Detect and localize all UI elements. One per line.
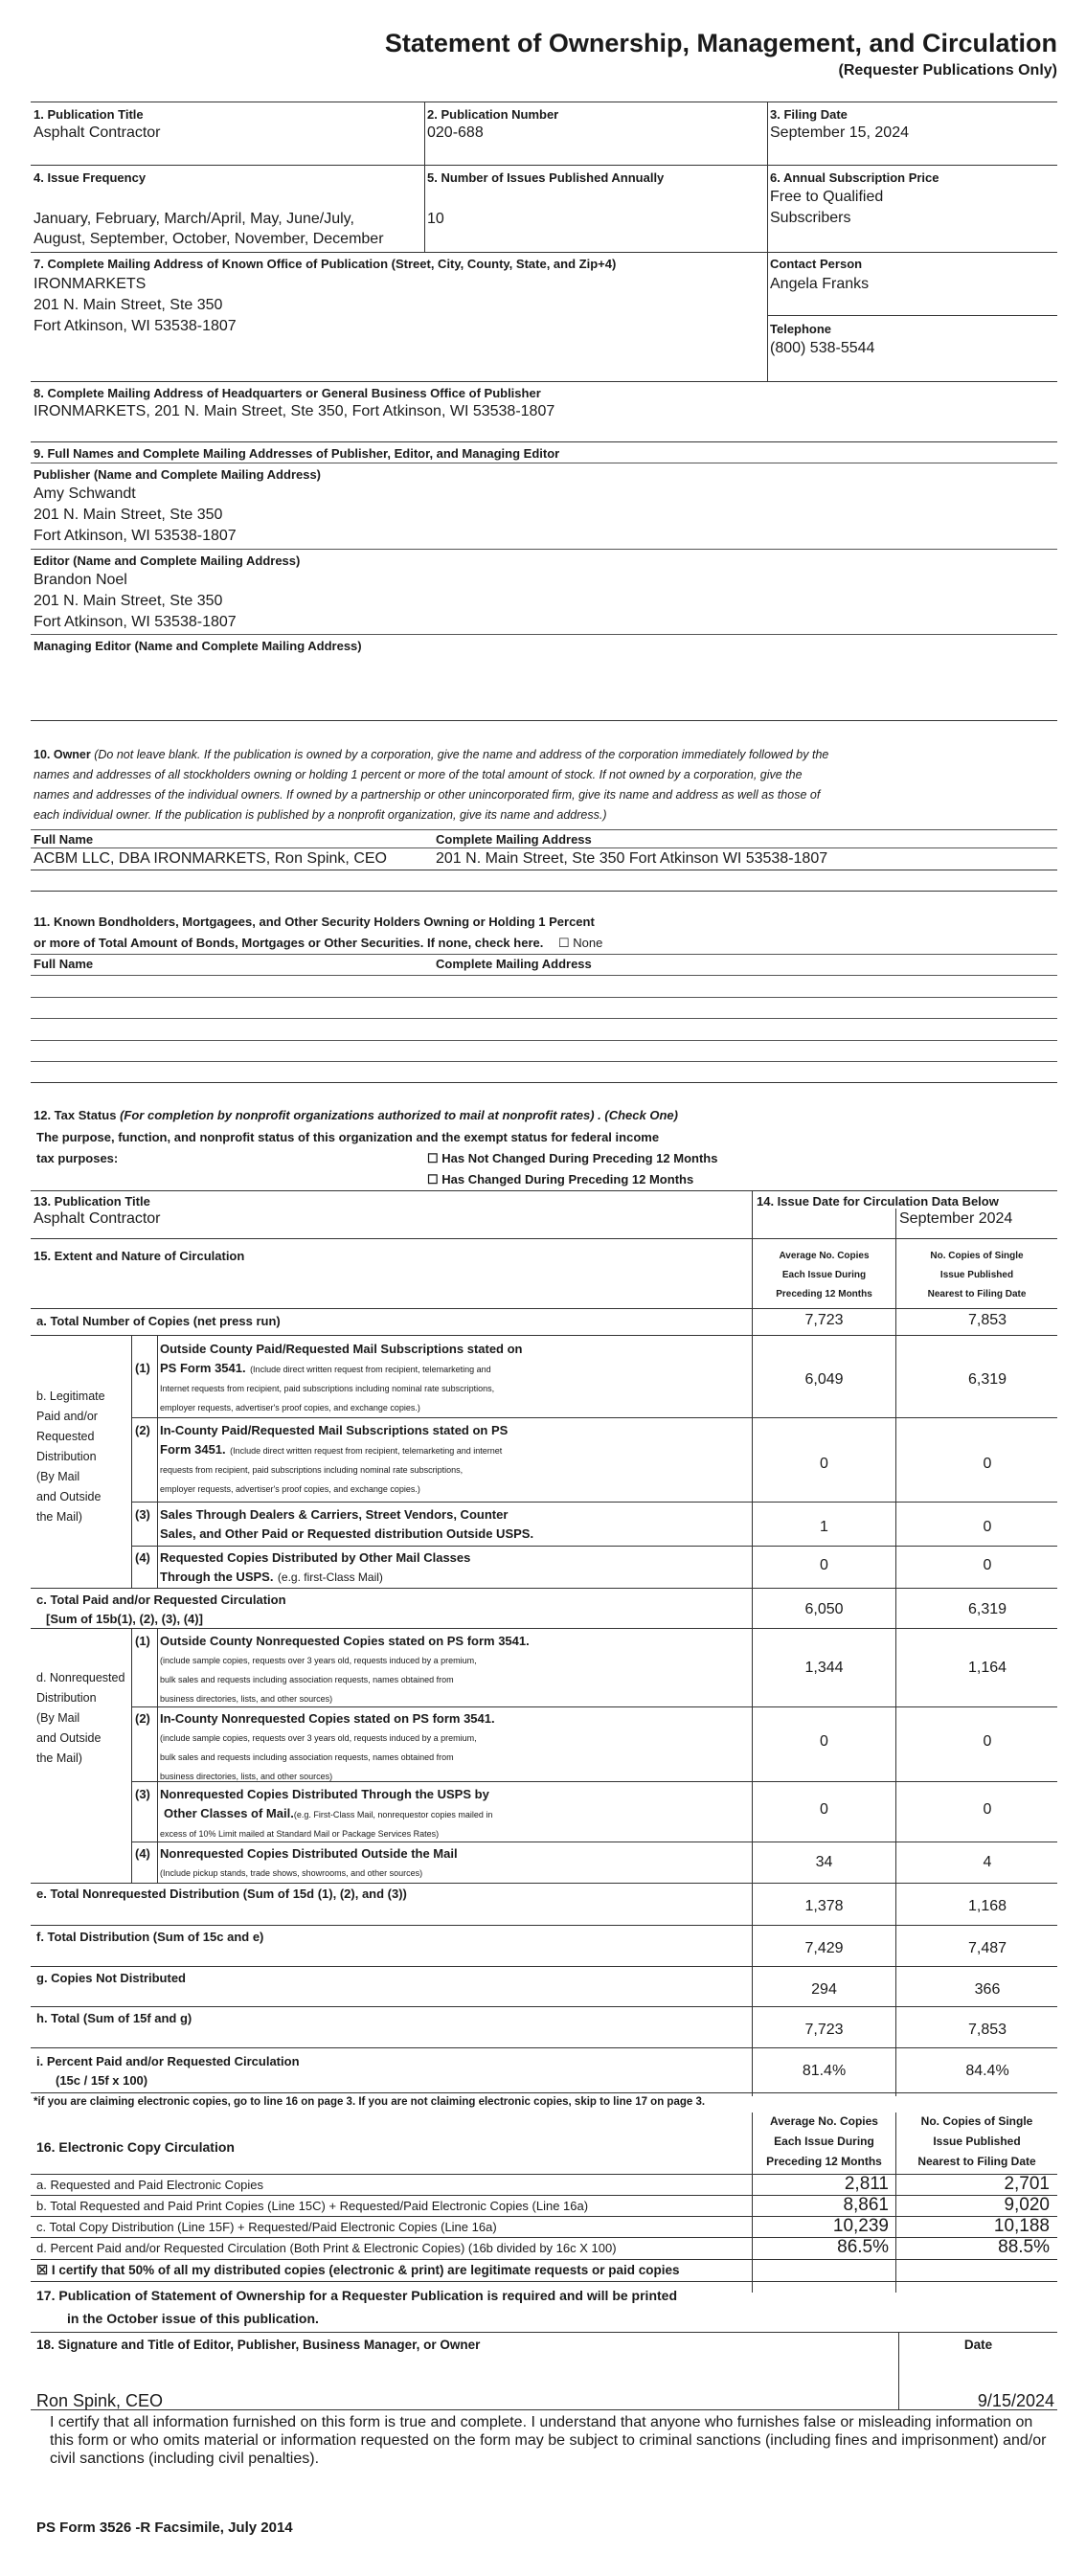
s15-label: 15. Extent and Nature of Circulation [34, 1249, 245, 1263]
s10-text-line-3: each individual owner. If the publication is published by a nonprofit organization, give its name and address.) [34, 808, 607, 822]
s15d2-marker: (2) [135, 1711, 150, 1726]
s15f-label: f. Total Distribution (Sum of 15c and e) [36, 1930, 264, 1944]
s15d2-avg: 0 [820, 1733, 828, 1750]
s15b2-avg: 0 [820, 1456, 828, 1472]
s15b-side-4: Distribution [36, 1450, 97, 1463]
s15d3-small-2: excess of 10% Limit mailed at Standard Mail or Package Services Rates) [160, 1829, 440, 1839]
s15b4-desc [160, 1548, 749, 1587]
s15f-single: 7,487 [967, 1940, 1007, 1956]
s11-col-name: Full Name [34, 957, 94, 971]
certification-text: I certify that all information furnished on this form is true and complete. I understand that anyone who furnishes false or misleading information on this form or who omits material or information requested on the form may be subject to criminal sanctions (including fines and imprisonment) and/or civil sanctions (including civil penalties). [50, 2414, 1047, 2467]
s15d4-avg: 34 [815, 1854, 833, 1870]
s15b2-bold-2: Form 3451. [160, 1442, 226, 1457]
s15b-side-7: the Mail) [36, 1510, 82, 1524]
s15b1-bold-1: Outside County Paid/Requested Mail Subscriptions stated on [160, 1342, 523, 1356]
s13-label: 13. Publication Title [34, 1194, 150, 1209]
s16-col-single-3: Nearest to Filing Date [917, 2155, 1036, 2168]
s16a-avg: 2,811 [844, 2174, 889, 2194]
s15d2-small-1: (include sample copies, requests over 3 years old, requests induced by a premium, [160, 1733, 477, 1743]
s15b4-marker: (4) [135, 1550, 150, 1565]
s15d2-bold: In-County Nonrequested Copies stated on PS form 3541. [160, 1711, 495, 1726]
s15d3-marker: (3) [135, 1787, 150, 1801]
s15i-label [36, 2052, 300, 2090]
s16d-label: d. Percent Paid and/or Requested Circulation (Both Print & Electronic Copies) (16b divided by 16c X 100) [36, 2241, 617, 2255]
s15d4-bold: Nonrequested Copies Distributed Outside the Mail [160, 1846, 458, 1861]
s15-col-single-3: Nearest to Filing Date [927, 1289, 1027, 1299]
s15b-side-5: (By Mail [36, 1470, 80, 1483]
s7-label: 7. Complete Mailing Address of Known Office of Publication (Street, City, County, State, and Zip+4) [34, 257, 617, 271]
s11-line-1: 11. Known Bondholders, Mortgagees, and Other Security Holders Owning or Holding 1 Percent [34, 915, 595, 929]
s15d1-single: 1,164 [967, 1660, 1007, 1676]
s16-col-avg-1: Average No. Copies [770, 2114, 878, 2128]
s15b3-bold-2: Sales, and Other Paid or Requested distribution Outside USPS. [160, 1526, 534, 1541]
certify-checkbox[interactable]: ☒ I certify that 50% of all my distributed copies (electronic & print) are legitimate requests or paid copies [36, 2263, 680, 2277]
s16-col-single [896, 2112, 1057, 2172]
s10-text-start: (Do not leave blank. If the publication is owned by a corporation, give the name and address of the corporation immediately followed by the [94, 748, 829, 761]
s15b2-marker: (2) [135, 1423, 150, 1437]
s12-label: 12. Tax Status [34, 1108, 117, 1122]
s15b4-bold-1: Requested Copies Distributed by Other Mail Classes [160, 1550, 471, 1565]
s15-col-single-1: No. Copies of Single [930, 1251, 1024, 1261]
s15b4-bold-2: Through the USPS. [160, 1570, 274, 1584]
s4-label: 4. Issue Frequency [34, 170, 147, 185]
s15b1-small-2: Internet requests from recipient, paid subscriptions including nominal rate subscriptions, [160, 1384, 495, 1393]
s16d-single: 88.5% [998, 2237, 1050, 2257]
s15-col-avg-3: Preceding 12 Months [776, 1289, 872, 1299]
s11-line-2-row [34, 936, 602, 951]
s15d1-marker: (1) [135, 1634, 150, 1648]
s15d1-small-2: bulk sales and requests including association requests, names obtained from [160, 1675, 454, 1684]
editor-address-2: Fort Atkinson, WI 53538-1807 [34, 614, 237, 630]
s15d-side-4: and Outside [36, 1731, 102, 1745]
s16b-single: 9,020 [1004, 2195, 1050, 2215]
s15c-label-2: [Sum of 15b(1), (2), (3), (4)] [46, 1612, 203, 1626]
s15h-avg: 7,723 [804, 2022, 844, 2038]
s15b3-avg: 1 [820, 1519, 828, 1535]
publisher-address-1: 201 N. Main Street, Ste 350 [34, 507, 223, 523]
s15d1-avg: 1,344 [804, 1660, 844, 1676]
s15g-avg: 294 [811, 1981, 837, 1998]
s15i-avg: 81.4% [802, 2063, 847, 2079]
s16a-single: 2,701 [1004, 2174, 1050, 2194]
s16-col-avg-2: Each Issue During [774, 2135, 874, 2148]
s10-text-line-1: names and addresses of all stockholders owning or holding 1 percent or more of the total amount of stock. If not owned by a corporation, give the [34, 768, 803, 781]
s15b-side-2: Paid and/or [36, 1410, 98, 1423]
s15d3-desc [160, 1785, 749, 1843]
s15d-side-2: Distribution [36, 1691, 97, 1705]
office-line-2: 201 N. Main Street, Ste 350 [34, 297, 223, 313]
s6-label: 6. Annual Subscription Price [770, 170, 939, 185]
s15b3-bold-1: Sales Through Dealers & Carriers, Street Vendors, Counter [160, 1507, 509, 1522]
managing-editor-label: Managing Editor (Name and Complete Mailing Address) [34, 639, 362, 653]
publisher-name: Amy Schwandt [34, 486, 136, 502]
s15h-single: 7,853 [967, 2022, 1007, 2038]
s15b-side-3: Requested [36, 1430, 95, 1443]
s15-col-avg-2: Each Issue During [781, 1270, 867, 1280]
s15a-avg: 7,723 [804, 1312, 844, 1328]
publication-title: Asphalt Contractor [34, 124, 161, 141]
editor-label: Editor (Name and Complete Mailing Address) [34, 554, 301, 568]
s15b4-single: 0 [983, 1557, 992, 1573]
issue-frequency-1: January, February, March/April, May, June/July, [34, 211, 354, 227]
s15b2-single: 0 [983, 1456, 992, 1472]
s15h-label: h. Total (Sum of 15f and g) [36, 2011, 192, 2025]
office-line-1: IRONMARKETS [34, 276, 147, 292]
signature-date: 9/15/2024 [977, 2391, 1054, 2410]
s15d1-bold: Outside County Nonrequested Copies stated on PS form 3541. [160, 1634, 530, 1648]
s15d1-small-1: (include sample copies, requests over 3 years old, requests induced by a premium, [160, 1656, 477, 1665]
s15d2-desc [160, 1709, 749, 1786]
s10-label: 10. Owner [34, 748, 91, 761]
s15b1-small-1: (Include direct written request from recipient, telemarketing and [250, 1365, 491, 1374]
publisher-address-2: Fort Atkinson, WI 53538-1807 [34, 528, 237, 544]
s18-label: 18. Signature and Title of Editor, Publisher, Business Manager, or Owner [36, 2338, 481, 2352]
s15a-single: 7,853 [967, 1312, 1007, 1328]
s15b2-small-3: employer requests, advertiser's proof copies, and exchange copies.) [160, 1484, 420, 1494]
s16-col-single-2: Issue Published [933, 2135, 1021, 2148]
s15b4-tail: (e.g. first-Class Mail) [277, 1570, 383, 1584]
telephone-label: Telephone [770, 322, 832, 336]
contact-person-label: Contact Person [770, 257, 863, 271]
s16c-single: 10,188 [993, 2216, 1050, 2236]
s15d3-avg: 0 [820, 1801, 828, 1818]
s10-col-address: Complete Mailing Address [436, 832, 592, 847]
s15g-label: g. Copies Not Distributed [36, 1971, 186, 1985]
s15c-single: 6,319 [967, 1601, 1007, 1617]
s15d-side-label [36, 1668, 124, 1769]
s17-line-2: in the October issue of this publication. [67, 2311, 319, 2326]
issues-annually: 10 [427, 211, 444, 227]
signer-name: Ron Spink, CEO [36, 2391, 164, 2410]
s12-line-3: tax purposes: [36, 1151, 119, 1165]
s15d4-desc [160, 1844, 749, 1883]
s15d4-single: 4 [983, 1854, 992, 1870]
s15c-label-1: c. Total Paid and/or Requested Circulation [36, 1593, 286, 1607]
s15-col-avg-1: Average No. Copies [779, 1251, 870, 1261]
s15b3-marker: (3) [135, 1507, 150, 1522]
form-title: Statement of Ownership, Management, and Circulation [384, 29, 1057, 57]
form-subtitle: (Requester Publications Only) [838, 62, 1057, 79]
owner-name: ACBM LLC, DBA IRONMARKETS, Ron Spink, CEO [34, 850, 387, 867]
s15a-label: a. Total Number of Copies (net press run) [36, 1314, 281, 1328]
s15b-side-1: b. Legitimate [36, 1390, 105, 1403]
issue-frequency-2: August, September, October, November, December [34, 231, 384, 247]
s15d3-small-tail: (e.g. First-Class Mail, nonrequestor copies mailed in [293, 1810, 493, 1819]
s15b1-marker: (1) [135, 1361, 150, 1375]
s11-col-address: Complete Mailing Address [436, 957, 592, 971]
s15b-side-6: and Outside [36, 1490, 102, 1503]
subscription-price-1: Free to Qualified [770, 189, 884, 205]
s16-col-avg [753, 2112, 895, 2172]
s15f-avg: 7,429 [804, 1940, 844, 1956]
s15b1-desc [160, 1340, 749, 1417]
owner-address: 201 N. Main Street, Ste 350 Fort Atkinson WI 53538-1807 [436, 850, 828, 867]
s15b3-desc [160, 1505, 749, 1544]
s8-label: 8. Complete Mailing Address of Headquarters or General Business Office of Publisher [34, 386, 541, 400]
s15e-avg: 1,378 [804, 1898, 844, 1914]
s15d2-small-3: business directories, lists, and other sources) [160, 1772, 333, 1781]
s16-col-single-1: No. Copies of Single [920, 2114, 1033, 2128]
s16d-avg: 86.5% [837, 2237, 889, 2257]
s15d-side-5: the Mail) [36, 1751, 82, 1765]
electronic-note: *if you are claiming electronic copies, go to line 16 on page 3. If you are not claiming electronic copies, skip to line 17 on page 3. [34, 2096, 706, 2108]
editor-address-1: 201 N. Main Street, Ste 350 [34, 593, 223, 609]
s15b1-single: 6,319 [967, 1371, 1007, 1388]
s14-label: 14. Issue Date for Circulation Data Below [757, 1194, 999, 1209]
s16b-label: b. Total Requested and Paid Print Copies (Line 15C) + Requested/Paid Electronic Copies (Line 16a) [36, 2199, 589, 2213]
s15b2-small-2: requests from recipient, paid subscriptions including nominal rate subscriptions, [160, 1465, 464, 1475]
s15c-label [36, 1591, 286, 1629]
publication-number: 020-688 [427, 124, 484, 141]
s16a-label: a. Requested and Paid Electronic Copies [36, 2178, 264, 2192]
s15b2-desc [160, 1421, 749, 1499]
s15i-label-1: i. Percent Paid and/or Requested Circulation [36, 2054, 300, 2068]
s17-line-1: 17. Publication of Statement of Ownership for a Requester Publication is required and will be printed [36, 2288, 677, 2303]
s16c-label: c. Total Copy Distribution (Line 15F) + Requested/Paid Electronic Copies (Line 16a) [36, 2220, 497, 2234]
s11-line-2: or more of Total Amount of Bonds, Mortgages or Other Securities. If none, check here. [34, 936, 544, 950]
s12-line-1 [34, 1108, 678, 1122]
none-checkbox[interactable]: ☐ None [557, 936, 603, 950]
s15b2-small-1: (Include direct written request from recipient, telemarketing and internet [230, 1446, 503, 1456]
s15d3-bold-1: Nonrequested Copies Distributed Through the USPS by [160, 1787, 489, 1801]
s16-label: 16. Electronic Copy Circulation [36, 2139, 235, 2155]
s10-text-line-2: names and addresses of the individual owners. If owned by a partnership or other unincorporated firm, give its name and address as well as those of [34, 788, 821, 802]
s15i-label-2: (15c / 15f x 100) [56, 2073, 148, 2088]
s16-col-avg-3: Preceding 12 Months [766, 2155, 882, 2168]
s15d4-marker: (4) [135, 1846, 150, 1861]
has-not-changed-checkbox[interactable]: ☐ Has Not Changed During Preceding 12 Months [427, 1151, 718, 1165]
s15d4-small: (Include pickup stands, trade shows, showrooms, and other sources) [160, 1868, 423, 1878]
s15b2-bold-1: In-County Paid/Requested Mail Subscriptions stated on PS [160, 1423, 509, 1437]
form-footer: PS Form 3526 -R Facsimile, July 2014 [36, 2520, 293, 2536]
publisher-label: Publisher (Name and Complete Mailing Address) [34, 467, 322, 482]
s12-label-italic: (For completion by nonprofit organizations authorized to mail at nonprofit rates) . (Check One) [120, 1108, 678, 1122]
s15d3-single: 0 [983, 1801, 992, 1818]
s15d1-small-3: business directories, lists, and other sources) [160, 1694, 333, 1704]
s12-line-2: The purpose, function, and nonprofit status of this organization and the exempt status for federal income [36, 1130, 660, 1144]
s15d2-small-2: bulk sales and requests including association requests, names obtained from [160, 1752, 454, 1762]
subscription-price-2: Subscribers [770, 210, 851, 226]
s15-col-single [896, 1247, 1057, 1304]
s15d2-single: 0 [983, 1733, 992, 1750]
s15-col-single-2: Issue Published [939, 1270, 1014, 1280]
s10-col-name: Full Name [34, 832, 94, 847]
s3-label: 3. Filing Date [770, 107, 848, 122]
s15-col-avg [753, 1247, 895, 1304]
s15b1-small-3: employer requests, advertiser's proof copies, and exchange copies.) [160, 1403, 420, 1412]
s9-label: 9. Full Names and Complete Mailing Addresses of Publisher, Editor, and Managing Editor [34, 446, 560, 461]
s15d-side-3: (By Mail [36, 1711, 80, 1725]
s15b1-bold-2: PS Form 3541. [160, 1361, 246, 1375]
filing-date: September 15, 2024 [770, 124, 909, 141]
office-line-3: Fort Atkinson, WI 53538-1807 [34, 318, 237, 334]
s5-label: 5. Number of Issues Published Annually [427, 170, 665, 185]
s2-label: 2. Publication Number [427, 107, 559, 122]
s15b-side-label [36, 1387, 105, 1527]
s15e-single: 1,168 [967, 1898, 1007, 1914]
s15i-single: 84.4% [965, 2063, 1009, 2079]
s15b3-single: 0 [983, 1519, 992, 1535]
s18-date-label: Date [963, 2338, 993, 2352]
s15d1-desc [160, 1632, 749, 1708]
s14-value: September 2024 [899, 1210, 1013, 1227]
headquarters-address: IRONMARKETS, 201 N. Main Street, Ste 350, Fort Atkinson, WI 53538-1807 [34, 403, 555, 419]
telephone: (800) 538-5544 [770, 340, 875, 356]
owner-instructions [34, 745, 1056, 825]
s15e-label: e. Total Nonrequested Distribution (Sum of 15d (1), (2), and (3)) [36, 1887, 407, 1901]
s15b4-avg: 0 [820, 1557, 828, 1573]
s15b1-avg: 6,049 [804, 1371, 844, 1388]
s1-label: 1. Publication Title [34, 107, 144, 122]
contact-person: Angela Franks [770, 276, 870, 292]
s15d3-bold-2: Other Classes of Mail. [164, 1806, 294, 1820]
s15g-single: 366 [974, 1981, 1001, 1998]
s16b-avg: 8,861 [843, 2195, 889, 2215]
s13-value: Asphalt Contractor [34, 1210, 161, 1227]
has-changed-checkbox[interactable]: ☐ Has Changed During Preceding 12 Months [427, 1172, 694, 1186]
s15d-side-1: d. Nonrequested [36, 1671, 125, 1684]
editor-name: Brandon Noel [34, 572, 127, 588]
s16c-avg: 10,239 [832, 2216, 889, 2236]
s15c-avg: 6,050 [804, 1601, 844, 1617]
